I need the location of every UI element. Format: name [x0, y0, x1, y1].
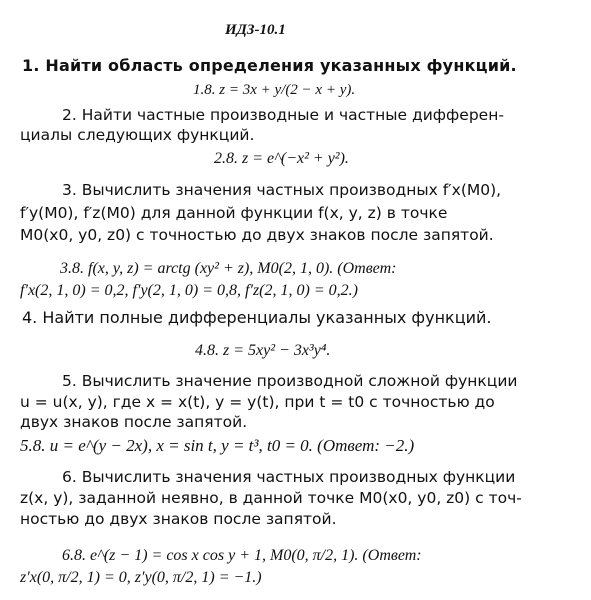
task6-text-line3: ностью до двух знаков после запятой.	[20, 510, 337, 528]
document-title: ИДЗ-10.1	[225, 22, 286, 38]
task6-formula-line2: z′x(0, π/2, 1) = 0, z′y(0, π/2, 1) = −1.)	[20, 569, 262, 586]
task2-text-line1: 2. Найти частные производные и частные дифферен-	[62, 106, 504, 124]
task5-text-line1: 5. Вычислить значение производной сложной функции	[62, 372, 518, 390]
task4-heading: 4. Найти полные дифференциалы указанных функций.	[22, 308, 492, 327]
task3-formula-line1: 3.8. f(x, y, z) = arctg (xy² + z), M0(2, 1, 0). (Ответ:	[60, 260, 397, 277]
task2-text-line2: циалы следующих функций.	[20, 126, 255, 144]
task3-text-line1: 3. Вычислить значения частных производных f′x(M0),	[62, 181, 502, 199]
task3-text-line3: M0(x0, y0, z0) с точностью до двух знаков после запятой.	[20, 226, 494, 244]
task2-formula: 2.8. z = e^(−x² + y²).	[214, 150, 349, 167]
task5-text-line2: u = u(x, y), где x = x(t), y = y(t), при t = t0 с точностью до	[20, 393, 495, 411]
task6-text-line1: 6. Вычислить значения частных производных функции	[62, 468, 516, 486]
task6-formula-line1: 6.8. e^(z − 1) = cos x cos y + 1, M0(0, π/2, 1). (Ответ:	[62, 547, 422, 564]
task5-text-line3: двух знаков после запятой.	[20, 413, 248, 431]
task3-formula-line2: f′x(2, 1, 0) = 0,2, f′y(2, 1, 0) = 0,8, f′z(2, 1, 0) = 0,2.)	[20, 282, 358, 299]
task5-formula: 5.8. u = e^(y − 2x), x = sin t, y = t³, t0 = 0. (Ответ: −2.)	[20, 436, 415, 455]
task1-formula: 1.8. z = 3x + y/(2 − x + y).	[193, 82, 356, 98]
task3-text-line2: f′y(M0), f′z(M0) для данной функции f(x, y, z) в точке	[20, 204, 448, 222]
task1-heading: 1. Найти область определения указанных функций.	[22, 56, 517, 75]
task6-text-line2: z(x, y), заданной неявно, в данной точке M0(x0, y0, z0) с точ-	[20, 489, 522, 507]
task4-formula: 4.8. z = 5xy² − 3x³y⁴.	[195, 342, 331, 359]
